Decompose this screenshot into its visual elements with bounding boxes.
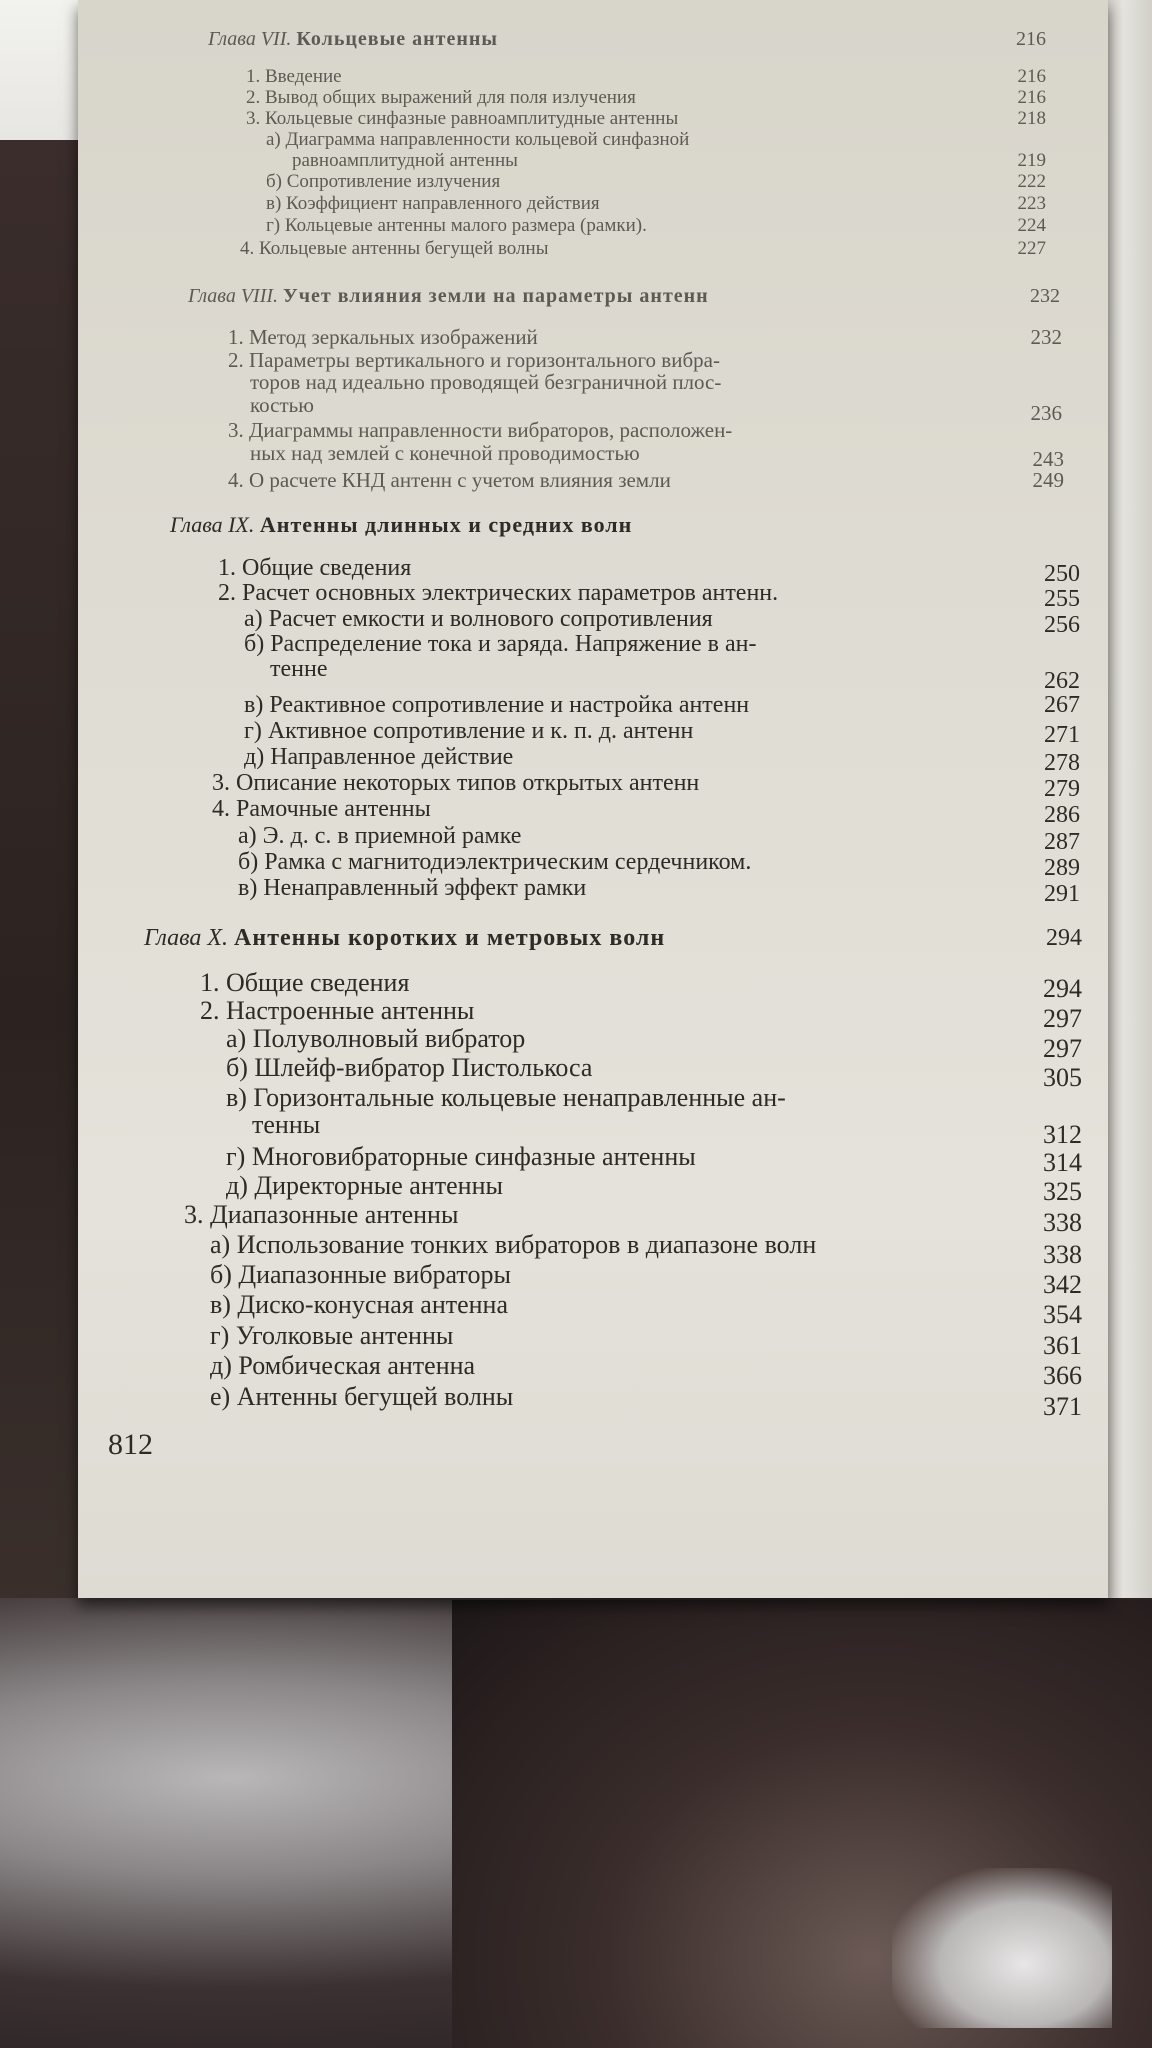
toc-entry: 3. Описание некоторых типов открытых антенн 279: [212, 770, 1080, 802]
toc-entry: 3. Кольцевые синфазные равноамплитудные антенны 218: [246, 108, 1046, 129]
toc-entry: д) Направленное действие 278: [244, 744, 1080, 776]
chapter-8-page: 232: [1030, 285, 1060, 307]
chapter-7-page: 216: [1016, 28, 1046, 50]
toc-entry: 4. О расчете КНД антенн с учетом влияния земли 249: [228, 468, 1064, 492]
chapter-8-heading: [78, 285, 1108, 313]
toc-entry: торов над идеально проводящей безграничной плос-: [250, 370, 722, 394]
toc-entry: равноамплитудной антенны 219: [292, 150, 1046, 171]
toc-entry: б) Сопротивление излучения 222: [266, 171, 1046, 192]
toc-entry: 1. Общие сведения 294: [200, 968, 1082, 1003]
toc-entry: в) Коэффициент направленного действия 223: [266, 193, 1046, 214]
toc-entry: в) Горизонтальные кольцевые ненаправленные ан-: [226, 1083, 786, 1112]
chapter-10-heading: [78, 925, 1108, 953]
toc-entry: 4. Кольцевые антенны бегущей волны 227: [240, 238, 1046, 259]
toc-entry: тенне 262: [270, 656, 1080, 694]
toc-entry: 2. Параметры вертикального и горизонтального вибра-: [228, 348, 720, 372]
chapter-7-label: Глава VII.: [208, 28, 292, 50]
chapter-7-heading: [78, 28, 1108, 56]
page-number: 812: [108, 1428, 153, 1461]
toc-entry: б) Шлейф-вибратор Пистолькоса 305: [226, 1053, 1082, 1092]
toc-entry: в) Ненаправленный эффект рамки 291: [238, 875, 1080, 907]
toc-entry: в) Диско-конусная антенна 354: [210, 1290, 1082, 1329]
toc-entry: д) Директорные антенны 325: [226, 1171, 1082, 1206]
toc-entry: г) Активное сопротивление и к. п. д. антенн 271: [244, 718, 1080, 748]
toc-entry: костью 236: [250, 393, 1062, 425]
toc-entry: 2. Расчет основных электрических параметров антенн. 255: [218, 580, 1080, 612]
toc-entry: г) Многовибраторные синфазные антенны 314: [226, 1142, 1082, 1177]
toc-entry: 2. Вывод общих выражений для поля излучения 216: [246, 87, 1046, 108]
toc-entry: ных над землей с конечной проводимостью 243: [250, 441, 1064, 471]
toc-entry: а) Использование тонких вибраторов в диапазоне волн 338: [210, 1230, 1082, 1269]
chapter-9-label: Глава IX.: [170, 512, 255, 537]
toc-entry: а) Диаграмма направленности кольцевой синфазной: [266, 129, 690, 150]
chapter-8-label: Глава VIII.: [188, 285, 279, 307]
toc-entry: 4. Рамочные антенны 286: [212, 796, 1080, 828]
toc-entry: 1. Общие сведения 250: [218, 555, 1080, 587]
toc-entry: 1. Метод зеркальных изображений 232: [228, 325, 1062, 349]
chapter-7-title: Кольцевые антенны: [296, 28, 498, 50]
toc-entry: г) Уголковые антенны 361: [210, 1321, 1082, 1360]
toc-entry: 3. Диаграммы направленности вибраторов, расположен-: [228, 418, 733, 442]
toc-entry: б) Распределение тока и заряда. Напряжение в ан-: [244, 631, 757, 657]
toc-entry: г) Кольцевые антенны малого размера (рамки). 224: [266, 215, 1046, 236]
chapter-10-label: Глава X.: [144, 925, 229, 951]
toc-entry: е) Антенны бегущей волны 371: [210, 1382, 1082, 1421]
chapter-10-page: 294: [1046, 925, 1082, 951]
toc-entry: 2. Настроенные антенны 297: [200, 996, 1082, 1033]
toc-entry: а) Расчет емкости и волнового сопротивления 256: [244, 606, 1080, 638]
toc-entry: тенны 312: [252, 1110, 1082, 1149]
book-page: [78, 0, 1108, 1598]
toc-entry: 1. Введение 216: [246, 66, 1046, 87]
toc-entry: а) Полуволновый вибратор 297: [226, 1024, 1082, 1063]
background-right-edge: [1104, 0, 1152, 1600]
toc-entry: б) Диапазонные вибраторы 342: [210, 1260, 1082, 1299]
toc-entry: 3. Диапазонные антенны 338: [184, 1200, 1082, 1237]
chapter-8-title: Учет влияния земли на параметры антенн: [283, 285, 709, 307]
toc-entry: а) Э. д. с. в приемной рамке 287: [238, 823, 1080, 855]
chapter-9-heading: [78, 512, 1108, 540]
chapter-10-title: Антенны коротких и метровых волн: [234, 925, 666, 951]
background-bottom-light: [892, 1868, 1112, 2028]
toc-entry: д) Ромбическая антенна 366: [210, 1351, 1082, 1390]
toc-entry: в) Реактивное сопротивление и настройка антенн 267: [244, 692, 1080, 718]
toc-entry: б) Рамка с магнитодиэлектрическим сердечником. 289: [238, 849, 1080, 881]
chapter-9-title: Антенны длинных и средних волн: [259, 512, 633, 537]
